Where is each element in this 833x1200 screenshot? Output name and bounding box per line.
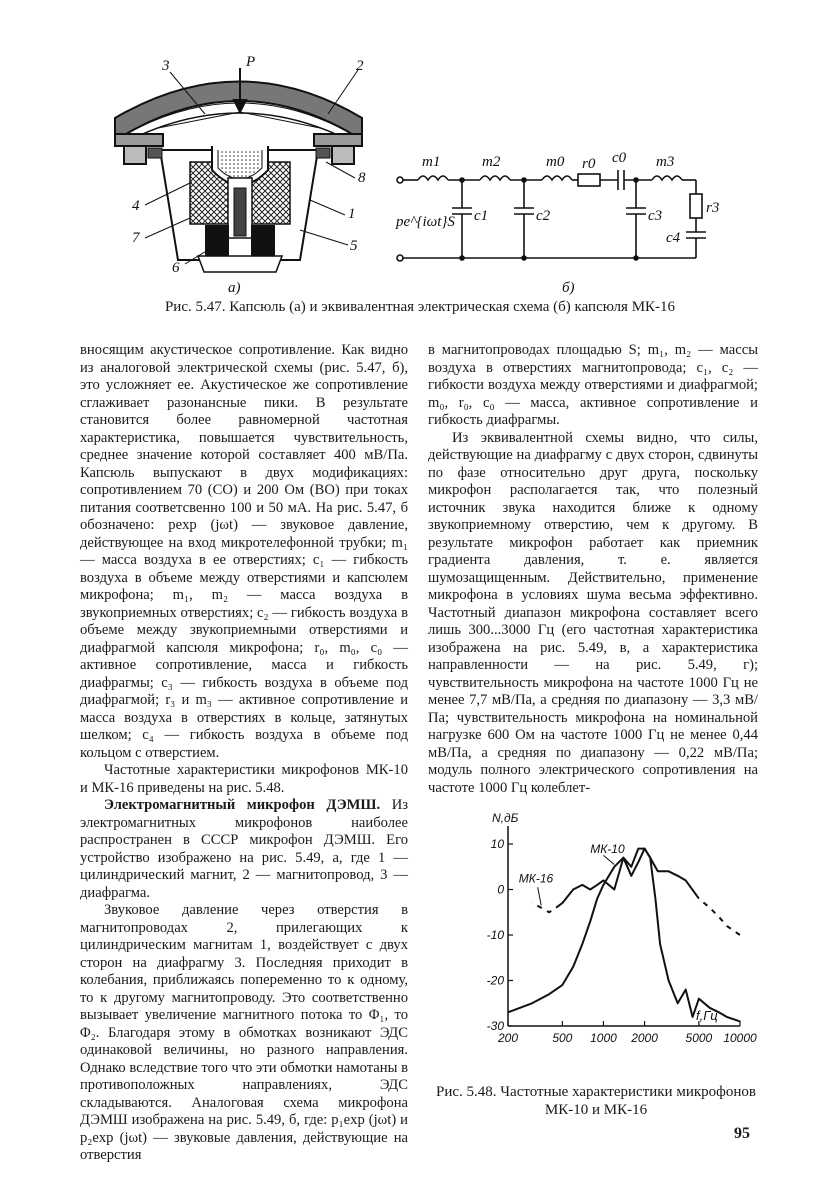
label-c1: c1 [474,208,489,224]
figure-5-48-chart [478,808,757,1058]
label-r0: r0 [582,156,596,172]
y-tick-label: 0 [497,882,504,897]
y-tick-label: -10 [486,928,504,942]
series-line-mk-16 [532,849,740,935]
label-c0: c0 [612,150,627,166]
label-c3: c3 [648,208,663,224]
label-m2: m2 [482,154,501,170]
left-paragraph-4: Звуковое давление через отверстия в магнитопроводах 2, прилегающих к цилиндрическим магнитам 1, воздействует с двух сторон на диафрагму 3. Последняя приходит в колебания, приближаясь попеременно то к одному, то к другому магнитопроводу. Это соответственно вызывает увеличение магнитного потока то Φ₁, то Φ₂. Благодаря этому в обмотках возникают ЭДС одинаковой величины, но разного направления. Однако вследствие того что эти обмотки намотаны в противоположных направлениях, ЭДС складываются. Аналоговая схема микрофона ДЭМШ изображена на рис. 5.49, б, где: p₁exp (jωt) и p₂exp (jωt) — звуковые давления, действующие на отверстия [80,902,408,1163]
legend-mk-16-leader [538,887,541,905]
label-c4: c4 [666,230,681,246]
capsule-cross-section [115,68,362,272]
y-tick-label: 10 [490,837,504,851]
series-dash-mk-16-start [532,903,556,912]
callout-8: 8 [358,170,366,186]
right-column [428,342,758,797]
page-number: 95 [734,1125,750,1142]
figure-5-47-drawing [100,50,740,298]
y-tick-label: -30 [486,1019,504,1033]
label-m3: m3 [656,154,675,170]
callout-5: 5 [350,238,358,254]
figure-5-48-caption: Рис. 5.48. Частотные характеристики микрофонов МК-10 и МК-16 [436,1084,756,1118]
y-axis-label: N,дБ [492,811,519,825]
x-tick-label: 500 [552,1031,573,1045]
frequency-response-chart [478,808,757,1058]
label-r3: r3 [706,200,720,216]
callout-1: 1 [348,206,356,222]
left-paragraph-1: вносящим акустическое сопротивление. Как видно из аналоговой электрической схемы (рис. 5.47, б), это усложняет ее. Акустическое же сопротивление сглаживает разонансные пики. В результате становится более равномерной частотная характеристика, повышается чувствительность, среднее значение которой составляет 400 мВ/Па. Капсюль выпускают в двух модификациях: сопротивлением 70 (СО) и 200 Ом (ВО) при токах питания соответсвенно 100 и 50 мА. На рис. 5.47, б обозначено: pexp (jωt) — звуковое давление, действующее на вход микротелефонной трубки; m₁ — масса воздуха в ее отверстиях; c₁ — гибкость воздуха в объеме между отверстиями и капсюлем микрофона; m₁, m₂ — масса воздуха в звукоприемных отверстиях; c₂ — гибкость воздуха в объеме между звукоприемными отверстиями и диафрагмой капсюля микрофона; r₀, m₀, c₀ — активное сопротивление, масса и гибкость диафрагмы; c₃ — гибкость воздуха в объеме под диафрагмой; r₃ и m₃ — активное сопротивление и масса воздуха в отверстиях в кольце, затянутых шелком; c₄ — гибкость воздуха в объеме под кольцом с отверстием. [80,342,408,761]
x-tick-label: 10000 [723,1031,757,1045]
label-m1: m1 [422,154,441,170]
label-c2: c2 [536,208,551,224]
callout-7: 7 [132,230,140,246]
x-tick-label: 1000 [590,1031,617,1045]
left-paragraph-2: Частотные характеристики микрофонов МК-10 и МК-16 приведены на рис. 5.48. [80,762,408,796]
legend-mk-10: МК-10 [590,842,625,857]
panel-b-label: б) [562,280,575,296]
figure-5-47-caption: Рис. 5.47. Капсюль (а) и эквивалентная электрическая схема (б) капсюля МК-16 [164,299,676,315]
legend-mk-16: МК-16 [518,871,554,886]
left-paragraph-3-text: Из электромагнитных микрофонов наиболее распространен в СССР микрофон ДЭМШ. Его устройство изображено на рис. 5.49, а, где 1 — цилиндрический магнит, 2 — магнитопровод, 3 — диафрагма. [80,797,408,901]
callout-2: 2 [356,58,364,74]
label-m0: m0 [546,154,565,170]
left-paragraph-3 [80,797,408,902]
y-tick-label: -20 [486,973,504,988]
callout-p: P [246,54,256,70]
figure-5-47 [100,50,740,298]
x-tick-label: 5000 [685,1031,713,1045]
right-paragraph-2: Из эквивалентной схемы видно, что силы, действующие на диафрагму с двух сторон, сдвинуты по фазе относительно друг друга, поскольку микрофон располагается так, что полезный источник звука находится ближе к одному звукоприемному отверстию, чем к другому. В результате микрофон работает как приемник градиента давления, т. е. является шумозащищенным. Действительно, применение микрофона в условиях шума весьма эффективно. Частотный диапазон микрофона составляет всего лишь 300...3000 Гц (его частотная характеристика изображена на рис. 5.49, в, а характеристика направленности — на рис. 5.49, г); чувствительность микрофона на частоте 1000 Гц не менее 7,7 мВ/Па, а средняя по диапазону — 3,3 мВ/Па; чувствительность микрофона на номинальной нагрузке 600 Ом на частоте 1000 Гц не менее 0,44 мВ/Па, а средняя по диапазону — 0,22 мВ/Па; модуль полного электрического сопротивления на частоте 1000 Гц колеблет- [428,429,758,796]
legend-mk-10-leader [603,855,614,864]
x-tick-label: 2000 [631,1031,658,1045]
x-axis-label: f,Гц [696,1008,718,1023]
panel-a-label: а) [228,280,241,296]
source-label: pe^{iωt}S [396,214,455,230]
callout-6: 6 [172,260,180,276]
right-paragraph-1: в магнитопроводах площадью S; m₁, m₂ — массы воздуха в отверстиях магнитопровода; c₁, c₂ — гибкости воздуха между отверстиями и диафрагмой; m₀, r₀, c₀ — масса, активное сопротивление и гибкость диафрагмы. [428,342,758,428]
left-column [80,342,408,1165]
x-tick-label: 200 [497,1031,519,1045]
callout-3: 3 [162,58,170,74]
section-heading-demsh: Электромагнитный микрофон ДЭМШ. [104,797,381,813]
callout-4: 4 [132,198,140,214]
